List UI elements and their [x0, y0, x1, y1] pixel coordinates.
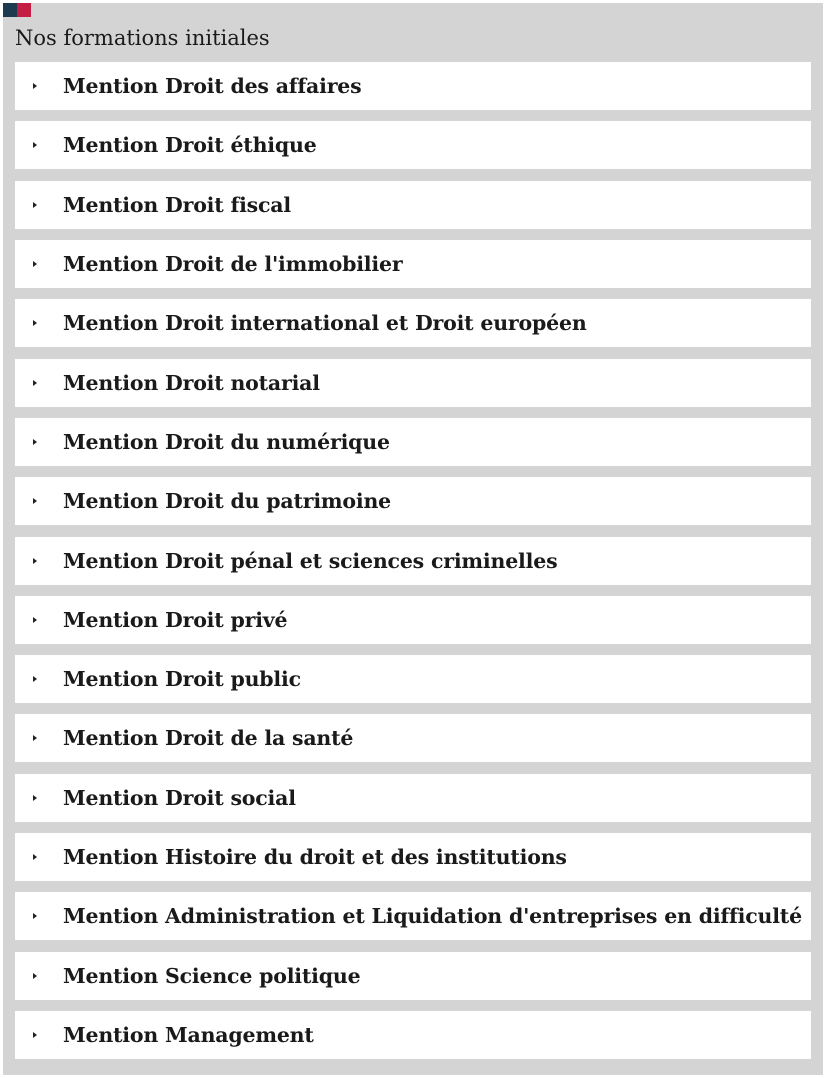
accordion-item-label: Mention Droit public: [63, 667, 301, 692]
formations-panel: [3, 3, 823, 1075]
accordion-item[interactable]: [15, 892, 811, 940]
accordion-item[interactable]: [15, 359, 811, 407]
accordion-item[interactable]: [15, 537, 811, 585]
accordion-item[interactable]: [15, 774, 811, 822]
accordion-item-label: Mention Droit de la santé: [63, 726, 354, 751]
brand-square-red: [17, 3, 31, 17]
caret-right-icon: [33, 973, 37, 979]
caret-right-icon: [33, 676, 37, 682]
accordion-item-label: Mention Administration et Liquidation d'entreprises en difficulté: [63, 904, 802, 929]
accordion-item-label: Mention Droit du numérique: [63, 429, 390, 454]
caret-right-icon: [33, 854, 37, 860]
accordion-item[interactable]: [15, 181, 811, 229]
accordion-item-label: Mention Droit international et Droit européen: [63, 311, 587, 336]
accordion-item[interactable]: [15, 299, 811, 347]
accordion-item[interactable]: [15, 477, 811, 525]
brand-square-dark: [3, 3, 17, 17]
accordion-item-label: Mention Droit du patrimoine: [63, 489, 392, 514]
accordion-item-label: Mention Droit fiscal: [63, 192, 291, 217]
accordion-item[interactable]: [15, 596, 811, 644]
accordion-item-label: Mention Droit notarial: [63, 370, 320, 395]
accordion-item-label: Mention Droit social: [63, 785, 296, 810]
section-title: Nos formations initiales: [15, 26, 270, 50]
accordion-item-label: Mention Droit privé: [63, 607, 288, 632]
accordion-item-label: Mention Histoire du droit et des institutions: [63, 845, 567, 870]
accordion-item[interactable]: [15, 833, 811, 881]
brand-mark: [3, 3, 31, 17]
accordion-item[interactable]: [15, 62, 811, 110]
accordion-item[interactable]: [15, 240, 811, 288]
caret-right-icon: [33, 83, 37, 89]
caret-right-icon: [33, 913, 37, 919]
caret-right-icon: [33, 380, 37, 386]
caret-right-icon: [33, 1032, 37, 1038]
accordion-item[interactable]: [15, 952, 811, 1000]
accordion-item-label: Mention Science politique: [63, 963, 361, 988]
caret-right-icon: [33, 439, 37, 445]
caret-right-icon: [33, 617, 37, 623]
caret-right-icon: [33, 320, 37, 326]
accordion-item-label: Mention Droit pénal et sciences criminelles: [63, 548, 558, 573]
accordion-item[interactable]: [15, 655, 811, 703]
caret-right-icon: [33, 142, 37, 148]
caret-right-icon: [33, 498, 37, 504]
accordion-item[interactable]: [15, 418, 811, 466]
caret-right-icon: [33, 558, 37, 564]
caret-right-icon: [33, 735, 37, 741]
accordion-item-label: Mention Droit éthique: [63, 133, 317, 158]
caret-right-icon: [33, 202, 37, 208]
accordion-item[interactable]: [15, 121, 811, 169]
accordion-item[interactable]: [15, 1011, 811, 1059]
accordion-item-label: Mention Management: [63, 1023, 314, 1047]
accordion-item-label: Mention Droit des affaires: [63, 74, 362, 98]
accordion-item-label: Mention Droit de l'immobilier: [63, 251, 403, 276]
caret-right-icon: [33, 795, 37, 801]
caret-right-icon: [33, 261, 37, 267]
formations-accordion: [15, 62, 811, 1059]
accordion-item[interactable]: [15, 714, 811, 762]
